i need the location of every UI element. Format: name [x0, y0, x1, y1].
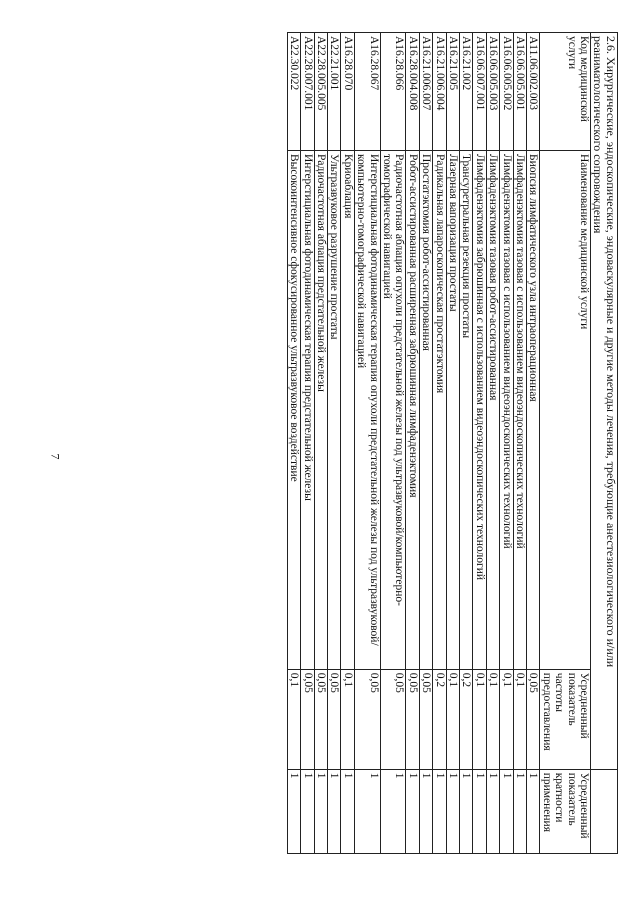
cell-frequency: 0,05 [327, 669, 340, 769]
cell-multiplicity: 1 [406, 769, 419, 853]
table-row [460, 33, 473, 854]
cell-code: A16.28.070 [341, 33, 354, 151]
cell-name: Простатэктомия робот-ассистированная [419, 150, 432, 669]
cell-frequency: 0,1 [287, 669, 300, 769]
table-row [354, 33, 380, 854]
cell-multiplicity: 1 [527, 769, 540, 853]
cell-code: A22.28.005.005 [314, 33, 327, 151]
cell-code: A16.06.005.001 [513, 33, 526, 151]
table-row [486, 33, 499, 854]
cell-multiplicity: 1 [341, 769, 354, 853]
table-row [301, 33, 314, 854]
table-row [327, 33, 340, 854]
table-row [473, 33, 486, 854]
cell-multiplicity: 1 [301, 769, 314, 853]
cell-frequency: 0,1 [473, 669, 486, 769]
services-table [287, 32, 618, 854]
cell-frequency: 0,1 [500, 669, 513, 769]
cell-code: A16.28.066 [380, 33, 406, 151]
cell-multiplicity: 1 [513, 769, 526, 853]
cell-code: A22.28.007.001 [301, 33, 314, 151]
table-row [527, 33, 540, 854]
cell-multiplicity: 1 [327, 769, 340, 853]
section-title: 2.6. Хирургические, эндоскопические, эндоваскулярные и другие методы лечения, требующие анестезиологического и/или реаниматологического сопровождения [591, 33, 618, 770]
cell-code: A16.21.006.007 [419, 33, 432, 151]
header-frequency: Усредненный показатель частоты предоставления [540, 669, 591, 769]
cell-code: A16.06.005.003 [486, 33, 499, 151]
cell-name: Высокоинтенсивное сфокусированное ультразвуковое воздействие [287, 150, 300, 669]
table-row [380, 33, 406, 854]
table-row [314, 33, 327, 854]
cell-code: A16.21.005 [446, 33, 459, 151]
rotated-page-content [58, 32, 618, 854]
cell-name: Лимфаденэктомия тазовая с использованием видеоэндоскопических технологий [513, 150, 526, 669]
cell-name: Радиочастотная аблация предстательной железы [314, 150, 327, 669]
cell-name: Робот-ассистированная расширенная забрюшинная лимфаденэктомия [406, 150, 419, 669]
table-row [419, 33, 432, 854]
section-title-empty-cell [591, 769, 618, 853]
table-body [287, 33, 540, 854]
table-row [433, 33, 446, 854]
cell-code: A16.06.007.001 [473, 33, 486, 151]
page-number: 7 [48, 453, 63, 460]
header-multiplicity: Усредненный показатель кратности применения [540, 769, 591, 853]
cell-multiplicity: 1 [314, 769, 327, 853]
table-row [446, 33, 459, 854]
table-header-row [540, 33, 591, 854]
cell-name: Лазерная вапоризация простаты [446, 150, 459, 669]
cell-multiplicity: 1 [354, 769, 380, 853]
cell-name: Лимфаденэктомия забрюшинная с использованием видеоэндоскопических технологий [473, 150, 486, 669]
cell-code: A22.30.022 [287, 33, 300, 151]
cell-code: A16.28.067 [354, 33, 380, 151]
section-title-row [591, 33, 618, 854]
cell-name: Трансуретральная резекция простаты [460, 150, 473, 669]
cell-multiplicity: 1 [486, 769, 499, 853]
cell-name: Радикальная лапароскопическая простатэктомия [433, 150, 446, 669]
cell-frequency: 0,1 [486, 669, 499, 769]
cell-code: A16.06.005.002 [500, 33, 513, 151]
header-code: Код медицинской услуги [540, 33, 591, 151]
table-row [513, 33, 526, 854]
cell-multiplicity: 1 [446, 769, 459, 853]
cell-code: A11.06.002.003 [527, 33, 540, 151]
table-row [287, 33, 300, 854]
cell-frequency: 0,05 [354, 669, 380, 769]
cell-frequency: 0,2 [433, 669, 446, 769]
cell-code: A16.21.006.004 [433, 33, 446, 151]
cell-frequency: 0,2 [460, 669, 473, 769]
header-name: Наименование медицинской услуги [540, 150, 591, 669]
cell-multiplicity: 1 [500, 769, 513, 853]
cell-name: Ультразвуковое разрушение простаты [327, 150, 340, 669]
cell-name: Лимфаденэктомия тазовая робот-ассистированная [486, 150, 499, 669]
cell-frequency: 0,05 [406, 669, 419, 769]
cell-frequency: 0,1 [341, 669, 354, 769]
cell-multiplicity: 1 [419, 769, 432, 853]
cell-name: Лимфаденэктомия тазовая с использованием видеоэндоскопических технологий [500, 150, 513, 669]
cell-multiplicity: 1 [287, 769, 300, 853]
cell-frequency: 0,05 [380, 669, 406, 769]
cell-frequency: 0,1 [513, 669, 526, 769]
table-row [500, 33, 513, 854]
cell-frequency: 0,1 [446, 669, 459, 769]
cell-name: Криоаблация [341, 150, 354, 669]
cell-name: Биопсия лимфатического узла интраоперационная [527, 150, 540, 669]
cell-frequency: 0,05 [314, 669, 327, 769]
cell-multiplicity: 1 [380, 769, 406, 853]
cell-code: A22.21.001 [327, 33, 340, 151]
cell-name: Интерстициальная фотодинамическая терапия опухоли предстательной железы под ультразвуковой/компьютерно-томографической навигацией [354, 150, 380, 669]
cell-code: A16.28.004.008 [406, 33, 419, 151]
cell-frequency: 0,05 [419, 669, 432, 769]
cell-frequency: 0,05 [301, 669, 314, 769]
cell-name: Радиочастотная аблация опухоли предстательной железы под ультразвуковой/компьютерно-томографической навигацией [380, 150, 406, 669]
cell-frequency: 0,05 [527, 669, 540, 769]
cell-name: Интерстициальная фотодинамическая терапия предстательной железы [301, 150, 314, 669]
cell-multiplicity: 1 [473, 769, 486, 853]
cell-code: A16.21.002 [460, 33, 473, 151]
table-row [406, 33, 419, 854]
cell-multiplicity: 1 [460, 769, 473, 853]
cell-multiplicity: 1 [433, 769, 446, 853]
table-row [341, 33, 354, 854]
